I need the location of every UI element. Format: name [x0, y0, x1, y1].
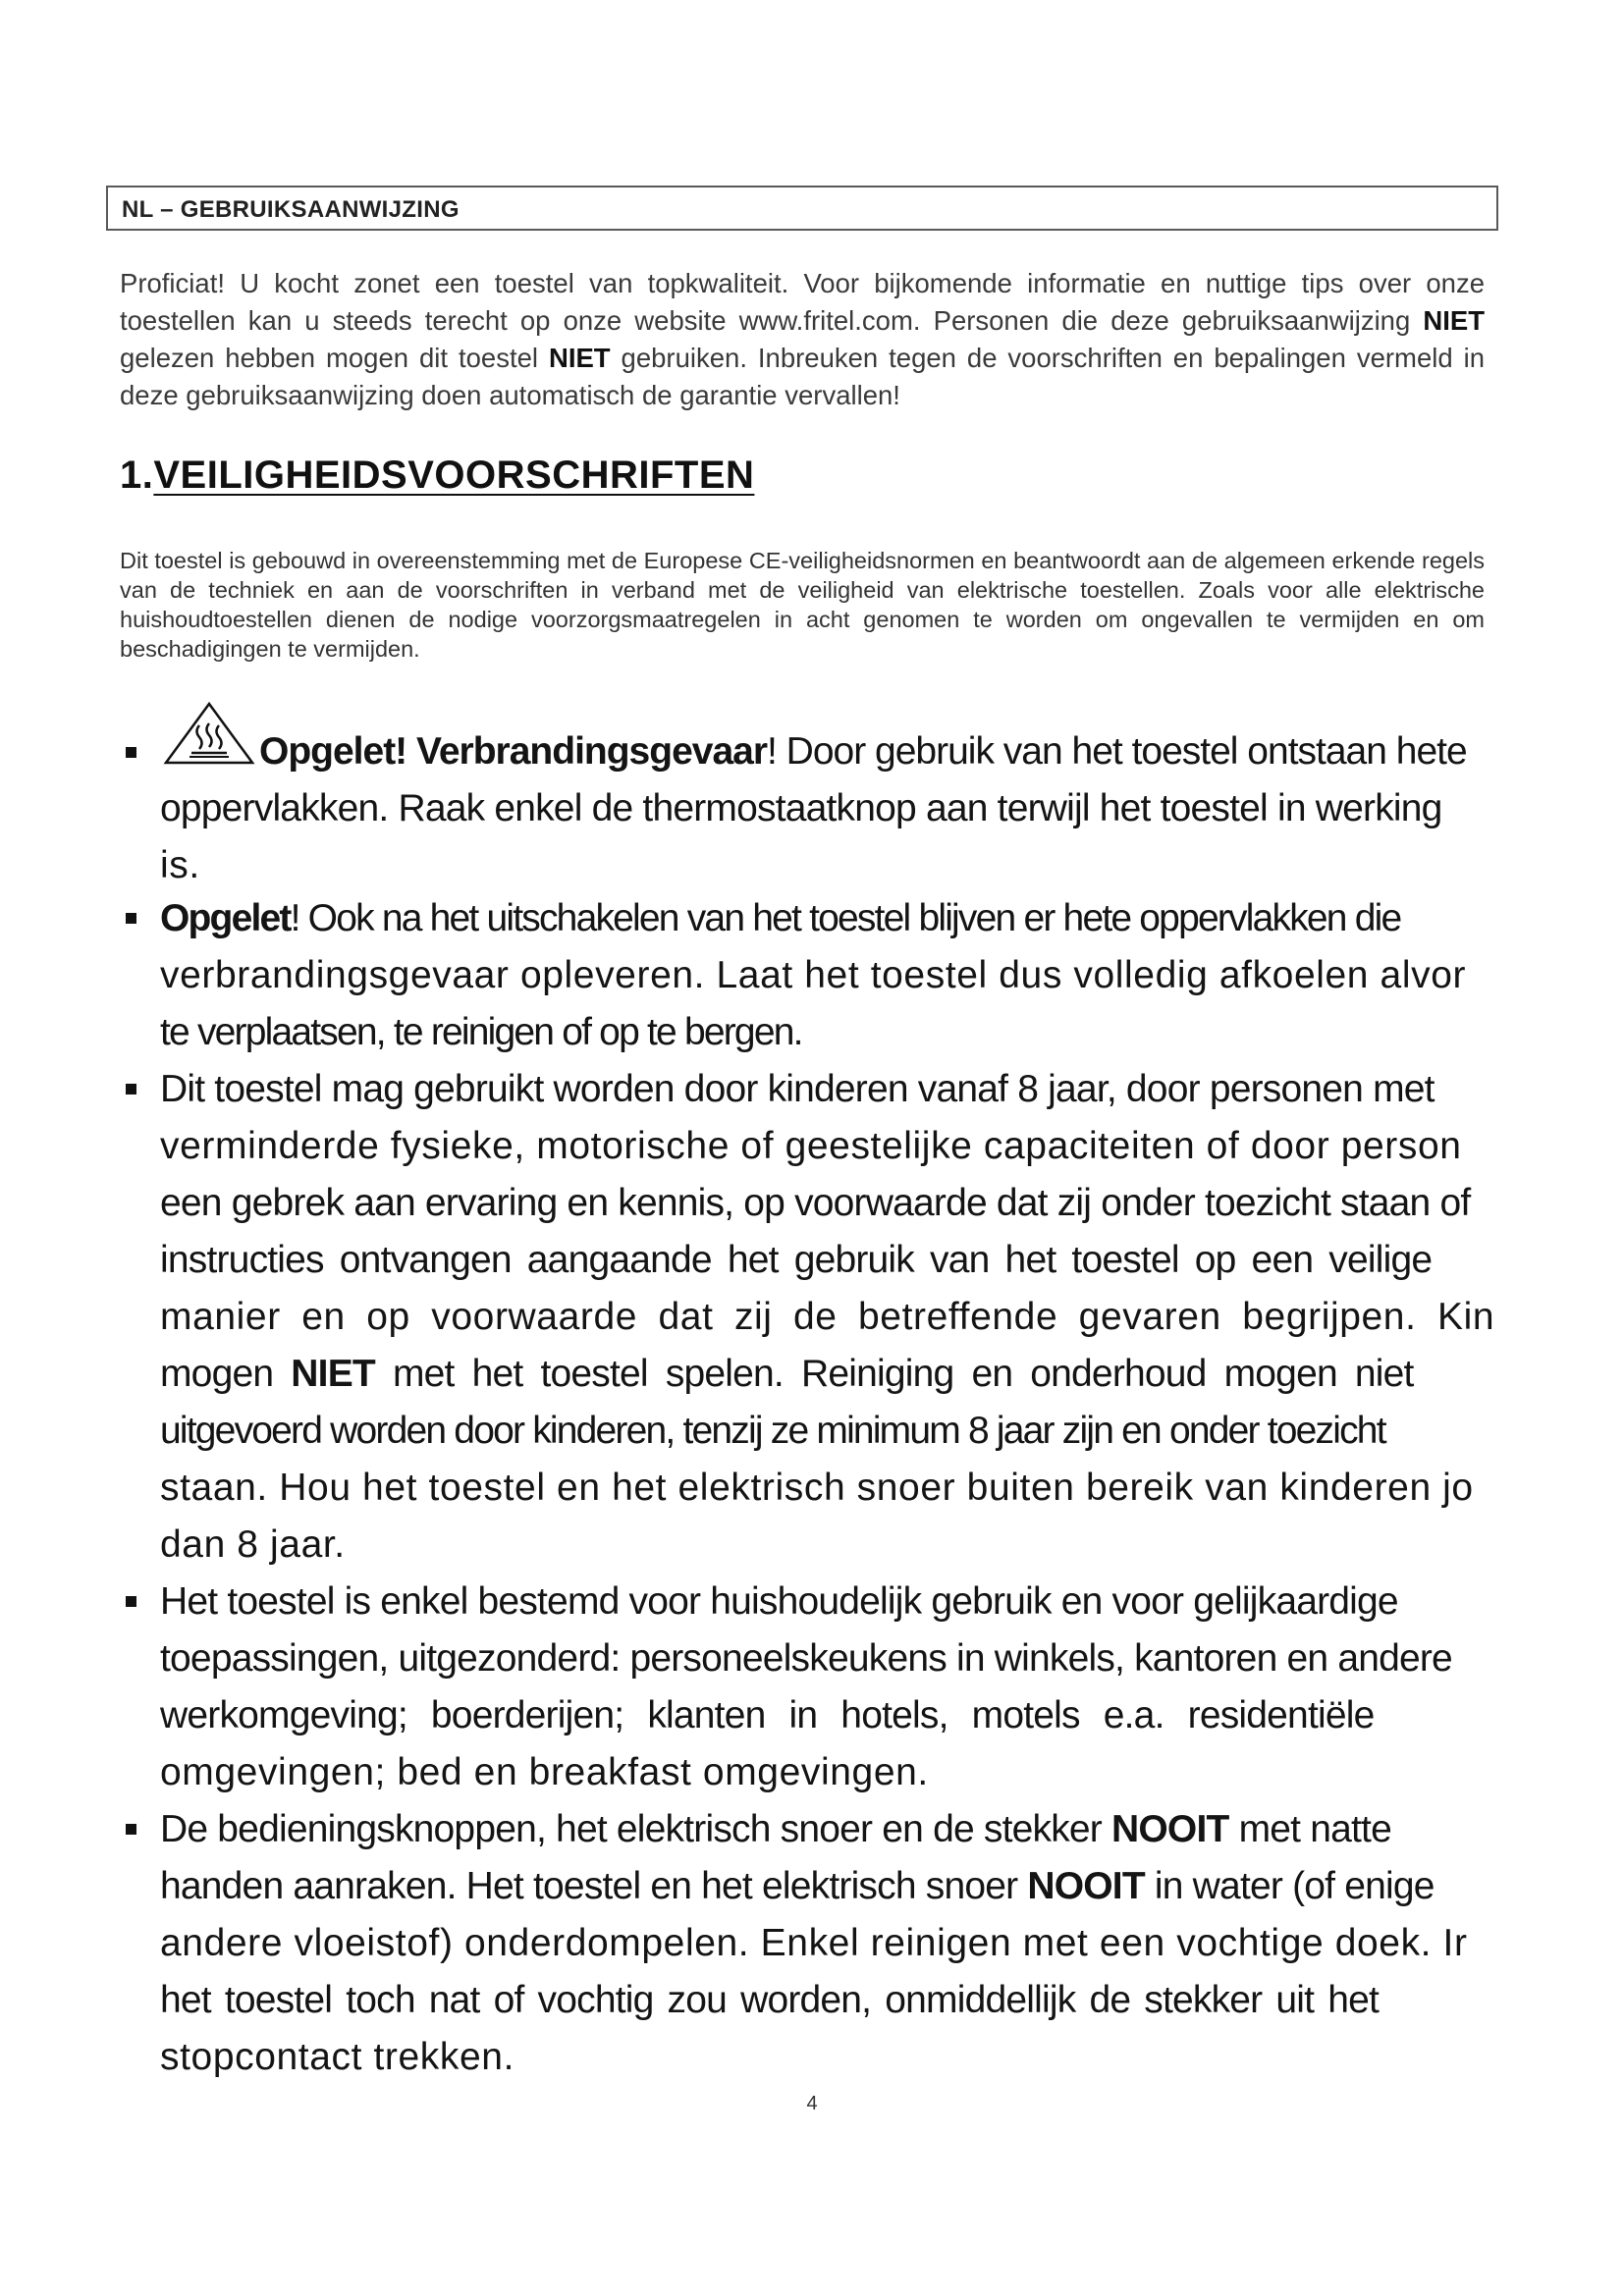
header-box: [106, 186, 1498, 231]
bullet-3-text-6a: mogen: [160, 1353, 292, 1395]
intro-bold-niet-2: NIET: [548, 343, 611, 373]
bullet-5-line-2: [160, 1863, 1435, 1910]
bullet-3-text-6c: met het toestel spelen. Reiniging en onderhoud mogen niet: [374, 1353, 1414, 1395]
intro-text-2: gelezen hebben mogen dit toestel: [120, 343, 549, 373]
bullet-5-line-1: [160, 1806, 1391, 1853]
bullet-5-line-5: stopcontact trekken.: [160, 2036, 515, 2078]
section-title-text: VEILIGHEIDSVOORSCHRIFTEN: [153, 454, 755, 497]
bullet-1-line-2: oppervlakken. Raak enkel de thermostaatknop aan terwijl het toestel in werking: [160, 787, 1442, 829]
bullet-4-line-4: omgevingen; bed en breakfast omgevingen.: [160, 1751, 929, 1793]
bullet-2-line-3: te verplaatsen, te reinigen of op te bergen.: [160, 1011, 802, 1053]
bullet-3-line-5: manier en op voorwaarde dat zij de betreffende gevaren begrijpen. Kin: [160, 1296, 1495, 1338]
hot-surface-warning-icon: [162, 700, 256, 767]
bullet-1-line-1: [259, 728, 1467, 775]
bullet-5-line-4: het toestel toch nat of vochtig zou worden, onmiddellijk de stekker uit het: [160, 1979, 1380, 2021]
bullet-5-text-1a: De bedieningsknoppen, het elektrisch snoer en de stekker: [160, 1808, 1112, 1850]
bullet-3-line-1: Dit toestel mag gebruikt worden door kinderen vanaf 8 jaar, door personen met: [160, 1068, 1435, 1110]
bullet-5-bold-nooit-2: NOOIT: [1027, 1865, 1145, 1907]
header-title: NL – GEBRUIKSAANWIJZING: [122, 196, 460, 223]
bullet-2-line-1: [160, 895, 1400, 942]
bullet-2-bold: Opgelet: [160, 897, 291, 939]
bullet-4-line-2: toepassingen, uitgezonderd: personeelskeukens in winkels, kantoren en andere: [160, 1637, 1452, 1680]
bullet-3-line-7: uitgevoerd worden door kinderen, tenzij ze minimum 8 jaar zijn en onder toezicht: [160, 1410, 1385, 1452]
bullet-3-bold-niet: NIET: [291, 1353, 375, 1395]
bullet-marker: [126, 1084, 136, 1095]
intro-text-3: gebruiken. Inbreuken tegen de voorschriften en bepalingen vermeld in deze gebruiksaanwijzing doen automatisch de garantie vervallen!: [120, 343, 1485, 410]
bullet-1-line-3: is.: [160, 844, 200, 886]
bullet-marker: [126, 913, 136, 924]
bullet-5-line-3: andere vloeistof) onderdompelen. Enkel reinigen met een vochtige doek. Ir: [160, 1922, 1468, 1964]
intro-paragraph: [120, 265, 1485, 414]
intro-bold-niet-1: NIET: [1423, 305, 1485, 336]
bullet-5-text-2a: handen aanraken. Het toestel en het elektrisch snoer: [160, 1865, 1028, 1907]
bullet-5-text-2c: in water (of enige: [1144, 1865, 1435, 1907]
bullet-3-line-9: dan 8 jaar.: [160, 1523, 346, 1566]
section-intro: Dit toestel is gebouwd in overeenstemming met de Europese CE-veiligheidsnormen en beantwoordt aan de algemeen erkende regels van de techniek en aan de voorschriften in verband met de veiligheid van elektrische toestellen. Zoals voor alle elektrische huishoudtoestellen dienen de nodige voorzorgsmaatregelen in acht genomen te worden om ongevallen te vermijden en om beschadigingen te vermijden.: [120, 548, 1485, 662]
page-number: 4: [806, 2093, 818, 2114]
bullet-1-bold: Opgelet! Verbrandingsgevaar: [259, 730, 768, 773]
bullet-4-line-3: werkomgeving; boerderijen; klanten in hotels, motels e.a. residentiële: [160, 1694, 1375, 1736]
bullet-3-line-8: staan. Hou het toestel en het elektrisch snoer buiten bereik van kinderen jo: [160, 1467, 1474, 1509]
bullet-3-line-2: verminderde fysieke, motorische of geestelijke capaciteiten of door person: [160, 1125, 1462, 1167]
bullet-3-line-6: [160, 1351, 1414, 1398]
bullet-3-line-3: een gebrek aan ervaring en kennis, op voorwaarde dat zij onder toezicht staan of: [160, 1182, 1471, 1224]
section-number: 1.: [120, 454, 154, 497]
bullet-5-bold-nooit-1: NOOIT: [1111, 1808, 1229, 1850]
intro-text-1: Proficiat! U kocht zonet een toestel van topkwaliteit. Voor bijkomende informatie en nuttige tips over onze toestellen kan u steeds terecht op onze website www.fritel.com. Personen die deze gebruiksaanwijzing: [120, 268, 1485, 336]
section-title: [120, 454, 754, 498]
bullet-2-line-2: verbrandingsgevaar opleveren. Laat het toestel dus volledig afkoelen alvor: [160, 954, 1467, 996]
bullet-5-text-1c: met natte: [1228, 1808, 1391, 1850]
bullet-4-line-1: Het toestel is enkel bestemd voor huishoudelijk gebruik en voor gelijkaardige: [160, 1580, 1398, 1623]
bullet-marker: [126, 747, 136, 758]
bullet-1-rest: ! Door gebruik van het toestel ontstaan hete: [767, 730, 1467, 773]
bullet-3-line-4: instructies ontvangen aangaande het gebruik van het toestel op een veilige: [160, 1239, 1433, 1281]
bullet-marker: [126, 1596, 136, 1607]
bullet-marker: [126, 1824, 136, 1835]
bullet-2-rest: ! Ook na het uitschakelen van het toestel blijven er hete oppervlakken die: [290, 897, 1401, 939]
